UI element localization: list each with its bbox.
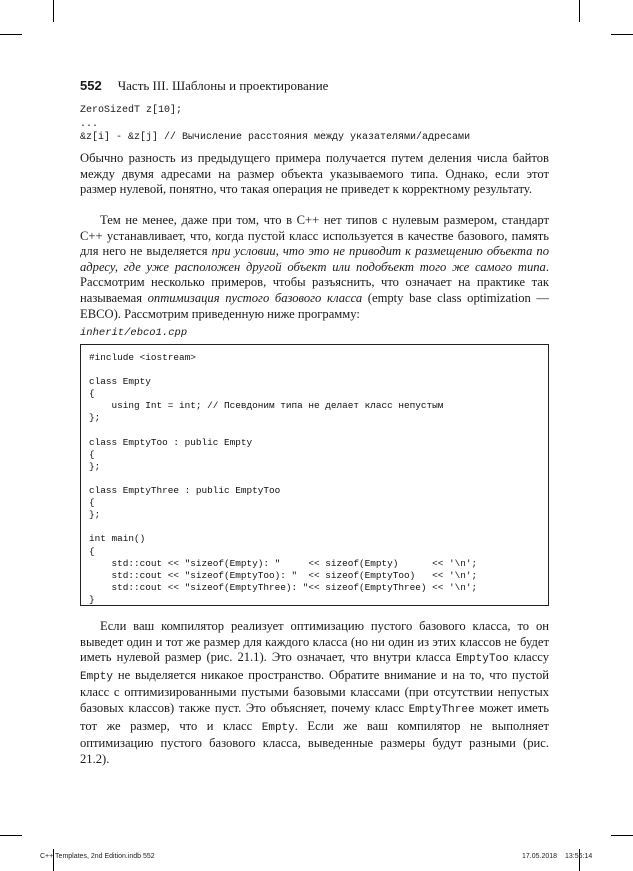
paragraph-2: [80, 213, 549, 322]
para2-italic-2: оптимизация пустого базового класса: [147, 290, 363, 305]
paragraph-3: [80, 619, 549, 767]
para3-text-3: не выделяется никакое пространство. Обратите внимание и на то, что пустой класс с оптимизированными пустыми базовыми классами (при отсутствии непустых базовых классов) также пуст. Это объясняет, почему класс: [80, 667, 549, 715]
footer-file-info: C++ Templates, 2nd Edition.indb 552: [40, 853, 155, 860]
code-listing-text: #include <iostream> class Empty { using Int = int; // Псевдоним типа не делает класс непустым }; class EmptyToo : public Empty { }; class EmptyThree : public EmptyToo { }; int main() { std::cout << "sizeof(Empty): " << sizeof(Empty) << '\n'; std::cout << "sizeof(EmptyToo): " << sizeof(EmptyToo) << '\n'; std::cout << "sizeof(EmptyThree): "<< sizeof(EmptyThree) << '\n'; }: [89, 352, 478, 605]
para2-text-3: (empty base class optimization — EBCO). Рассмотрим приведенную ниже программу:: [80, 290, 550, 321]
crop-mark: [0, 34, 22, 35]
para2-italic-1: при условии, что это не приводит к размещению объекта по адресу, где уже расположен другой объект или подобъект того же самого типа: [80, 244, 550, 274]
crop-mark: [579, 0, 580, 22]
crop-mark: [0, 835, 22, 836]
footer-date: 17.05.2018: [522, 853, 558, 860]
running-header: [80, 78, 550, 94]
paragraph-1-text: Обычно разность из предыдущего примера получается путем деления числа байтов между двумя адресами на размер объекта указываемого типа. Однако, если этот размер нулевой, понятно, что такая операция не приведет к корректному результату.: [80, 151, 549, 197]
crop-mark: [53, 0, 54, 22]
code-line: ...: [80, 118, 99, 130]
para2-text-2: . Рассмотрим несколько примеров, чтобы разъяснить, что означает на практике так называемая: [80, 259, 549, 305]
paragraph-1: [80, 151, 549, 198]
crop-mark: [611, 34, 633, 35]
top-code-snippet: [80, 104, 560, 145]
code-line: &z[i] - &z[j] // Вычисление расстояния между указателями/адресами: [80, 132, 471, 143]
code-listing: [80, 344, 549, 606]
footer-time: 13:56:14: [565, 853, 593, 860]
para3-code-3: EmptyThree: [408, 703, 475, 716]
para3-text-4: может иметь тот же размер, что и класс: [80, 700, 549, 733]
para3-text-5: . Если же ваш компилятор не выполняет оптимизацию пустого базового класса, выведенные размеры будут разными (рис. 21.2).: [80, 718, 549, 766]
para3-text-2: классу: [508, 650, 550, 665]
para2-text-1: Тем не менее, даже при том, что в C++ нет типов с нулевым размером, стандарт C++ устанавливает, что, когда пустой класс используется в качестве базового, память для него не выделяется: [80, 213, 549, 259]
crop-mark: [611, 835, 633, 836]
page-number: 552: [80, 78, 102, 93]
code-line: ZeroSizedT z[10];: [80, 105, 183, 116]
para3-code-1: EmptyToo: [455, 653, 509, 666]
para3-code-2: Empty: [80, 670, 114, 683]
para3-code-4: Empty: [261, 721, 295, 734]
running-title: Часть III. Шаблоны и проектирование: [117, 78, 329, 93]
para3-text-1: Если ваш компилятор реализует оптимизацию пустого базового класса, то он выведет один и тот же размер для каждого класса (но ни один из этих классов не будет иметь нулевой размер (рис. 21.1). Это означает, что внутри класса: [80, 619, 549, 665]
listing-filename: inherit/ebco1.cpp: [80, 327, 188, 339]
